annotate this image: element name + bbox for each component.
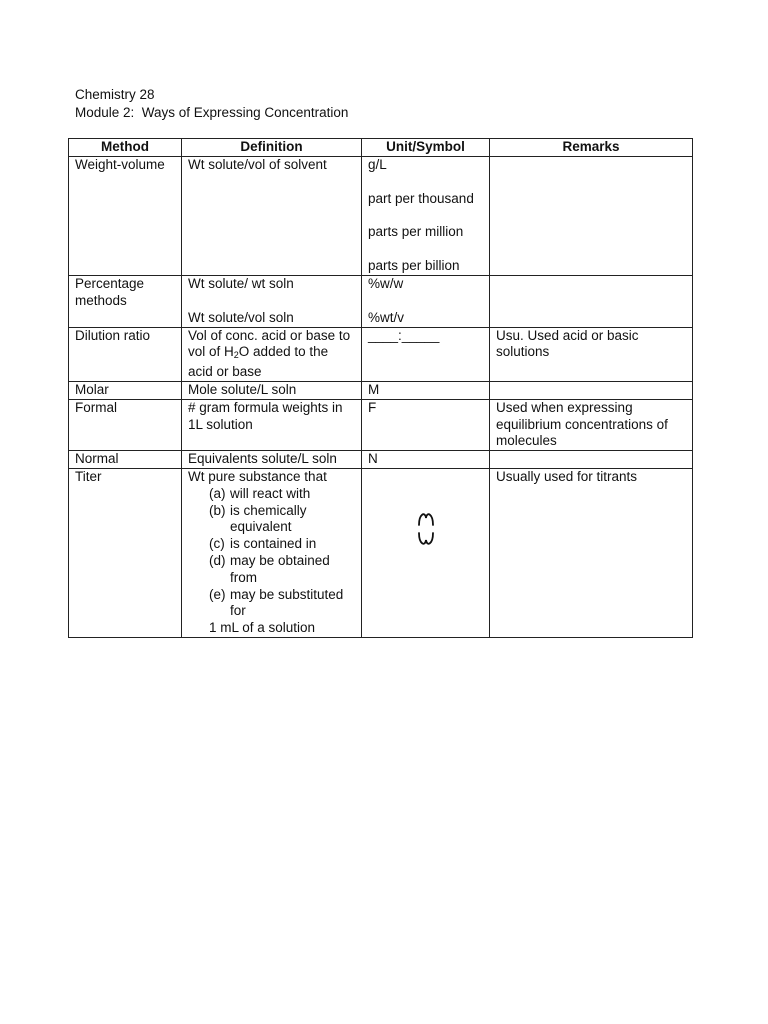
subscript: 2 — [233, 350, 239, 361]
remarks-cell — [490, 156, 693, 275]
definition-text: O added to the acid or base — [188, 344, 329, 380]
list-marker: (b) — [209, 502, 226, 518]
list-item-text: is contained in — [230, 536, 317, 552]
definition-intro: Wt pure substance that — [188, 468, 327, 484]
method-cell: Dilution ratio — [69, 327, 182, 381]
unit-cell — [362, 275, 490, 327]
document-header — [75, 86, 348, 122]
method-cell: Molar — [69, 381, 182, 399]
concentration-table — [68, 138, 693, 638]
remarks-cell — [490, 381, 693, 399]
remarks-cell — [490, 275, 693, 327]
method-cell: Formal — [69, 399, 182, 450]
definition-line: Wt solute/vol soln — [188, 309, 294, 325]
table-row — [69, 156, 693, 275]
method-cell: Weight-volume — [69, 156, 182, 275]
table-row — [69, 399, 693, 450]
column-header-definition: Definition — [182, 139, 362, 157]
unit-cell — [362, 468, 490, 637]
list-marker: (a) — [209, 485, 226, 501]
unit-value: part per thousand — [368, 190, 474, 206]
list-item — [209, 587, 355, 621]
course-title: Chemistry 28 — [75, 87, 155, 102]
table-header-row — [69, 139, 693, 157]
list-item — [209, 486, 355, 503]
remarks-cell — [490, 451, 693, 469]
table-row — [69, 468, 693, 637]
unit-value: parts per million — [368, 224, 464, 240]
unit-value: %w/w — [368, 275, 404, 291]
method-cell: Percentage methods — [69, 275, 182, 327]
list-item — [209, 553, 355, 587]
unit-value: g/L — [368, 156, 387, 172]
definition-text: Vol of conc. acid or base to vol of H — [188, 327, 351, 360]
unit-cell: ____:_____ — [362, 327, 490, 381]
column-header-remarks: Remarks — [490, 139, 693, 157]
curly-brace-symbol-icon — [414, 509, 438, 549]
list-marker: (e) — [209, 586, 226, 602]
unit-cell: M — [362, 381, 490, 399]
unit-cell: F — [362, 399, 490, 450]
table-row — [69, 275, 693, 327]
definition-cell — [182, 275, 362, 327]
list-item — [209, 503, 355, 537]
remarks-cell: Used when expressing equilibrium concentrations of molecules — [490, 399, 693, 450]
remarks-cell: Usu. Used acid or basic solutions — [490, 327, 693, 381]
list-item — [209, 536, 355, 553]
definition-cell: Equivalents solute/L soln — [182, 451, 362, 469]
unit-cell: N — [362, 451, 490, 469]
list-item-text: is chemically equivalent — [230, 502, 307, 535]
list-item-text: may be substituted for — [230, 586, 344, 619]
method-cell: Titer — [69, 468, 182, 637]
remarks-cell: Usually used for titrants — [490, 468, 693, 637]
list-marker: (d) — [209, 552, 226, 568]
definition-cell — [182, 327, 362, 381]
definition-outro: 1 mL of a solution — [209, 620, 316, 636]
unit-value: parts per billion — [368, 258, 460, 274]
definition-cell: # gram formula weights in 1L solution — [182, 399, 362, 450]
definition-cell — [182, 468, 362, 637]
unit-value: %wt/v — [368, 309, 405, 325]
method-cell: Normal — [69, 451, 182, 469]
list-item-text: will react with — [230, 485, 311, 501]
definition-cell: Mole solute/L soln — [182, 381, 362, 399]
table-row — [69, 451, 693, 469]
definition-line: Wt solute/ wt soln — [188, 275, 294, 291]
column-header-method: Method — [69, 139, 182, 157]
table-row — [69, 327, 693, 381]
module-title: Module 2: Ways of Expressing Concentration — [75, 105, 349, 120]
definition-cell: Wt solute/vol of solvent — [182, 156, 362, 275]
table-row — [69, 381, 693, 399]
unit-cell — [362, 156, 490, 275]
list-item-text: may be obtained from — [230, 552, 330, 585]
column-header-unit-symbol: Unit/Symbol — [362, 139, 490, 157]
titer-conditions-list — [188, 486, 355, 620]
list-marker: (c) — [209, 536, 225, 552]
